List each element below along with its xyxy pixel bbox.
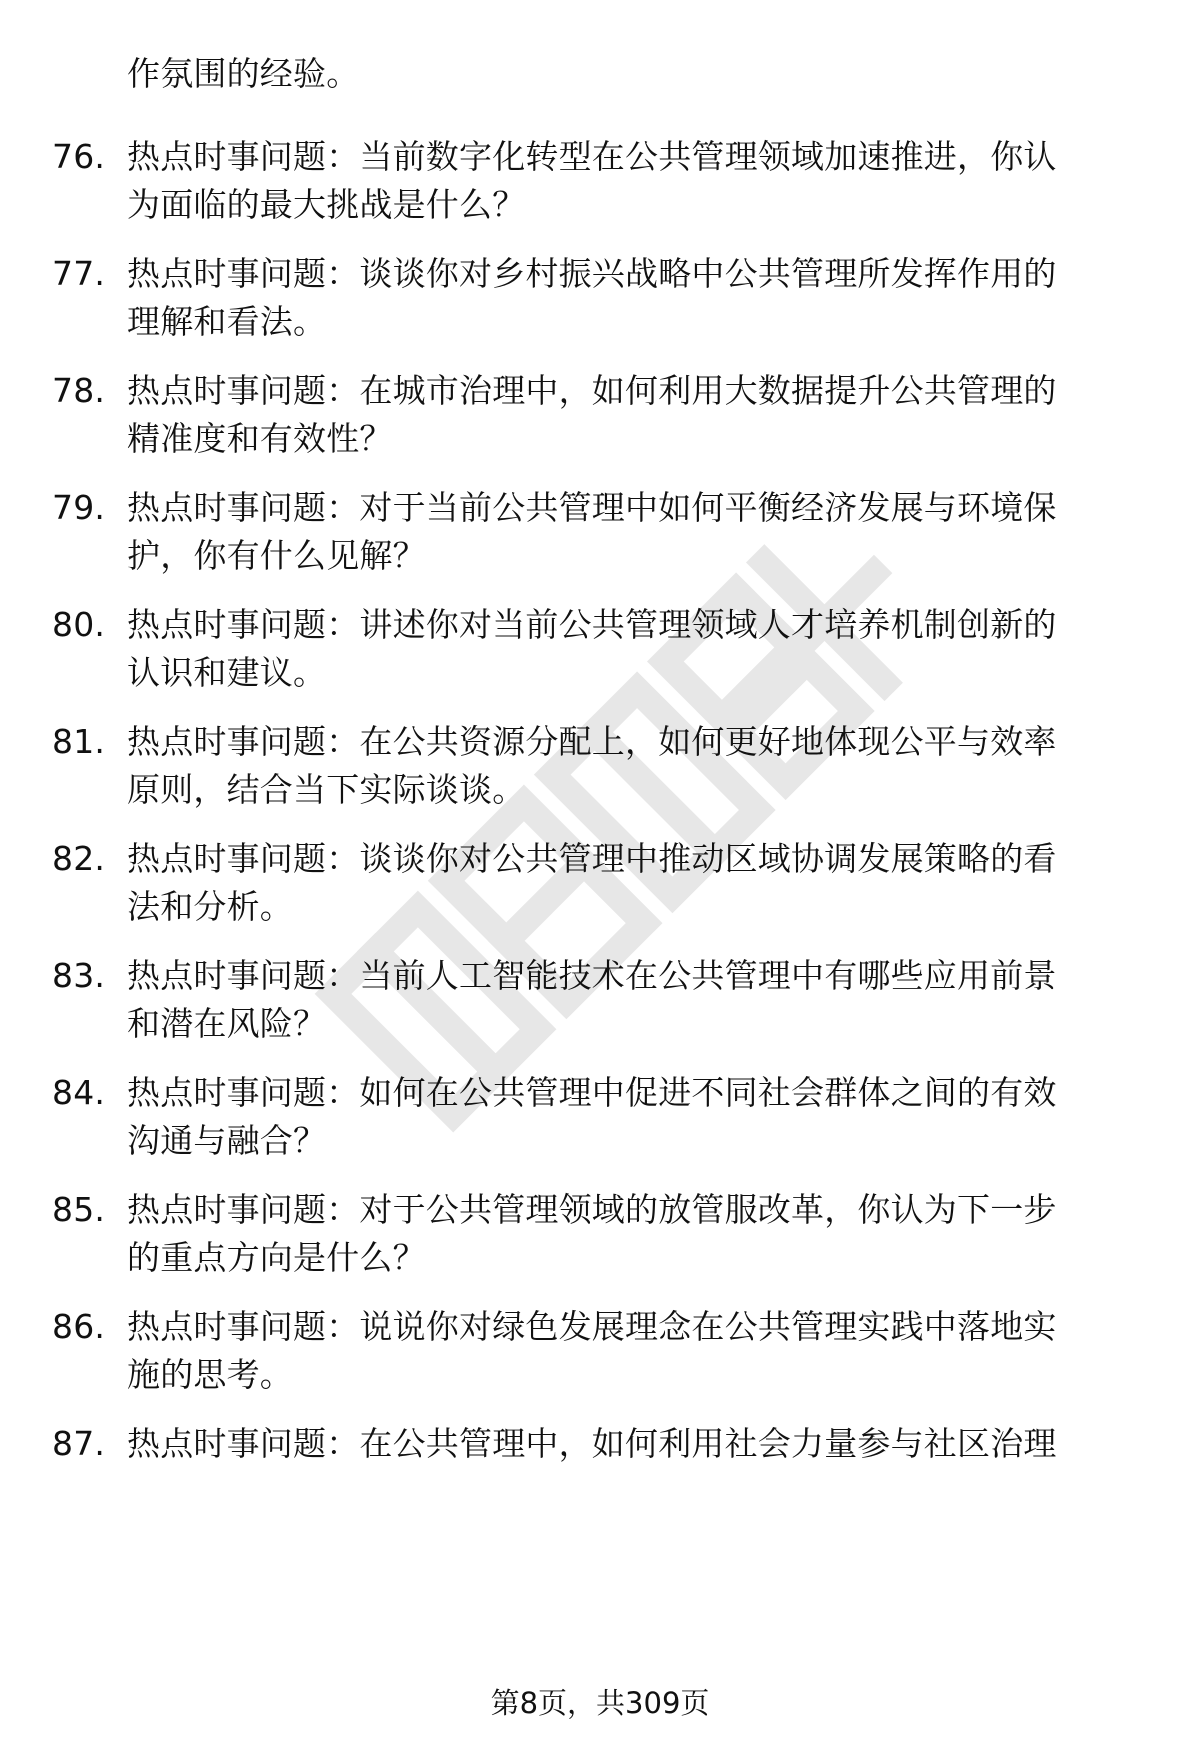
item-text-line2: 精准度和有效性？: [127, 419, 393, 458]
item-number: 76.: [52, 137, 106, 176]
item-text-line1: 热点时事问题：当前数字化转型在公共管理领域加速推进，你认: [127, 137, 1057, 176]
item-text-line1: 热点时事问题：讲述你对当前公共管理领域人才培养机制创新的: [127, 605, 1057, 644]
item-number: 78.: [52, 371, 106, 410]
item-text-line2: 认识和建议。: [127, 653, 327, 692]
item-text-line1: 热点时事问题：在公共资源分配上，如何更好地体现公平与效率: [127, 722, 1057, 761]
item-text-line2: 原则，结合当下实际谈谈。: [127, 770, 526, 809]
item-number: 80.: [52, 605, 106, 644]
item-text-line1: 热点时事问题：如何在公共管理中促进不同社会群体之间的有效: [127, 1073, 1057, 1112]
item-text-line1: 热点时事问题：当前人工智能技术在公共管理中有哪些应用前景: [127, 956, 1057, 995]
item-text-line1: 热点时事问题：在城市治理中，如何利用大数据提升公共管理的: [127, 371, 1057, 410]
continuation-text: 作氛围的经验。: [127, 54, 360, 93]
item-text-line1: 热点时事问题：谈谈你对乡村振兴战略中公共管理所发挥作用的: [127, 254, 1057, 293]
item-text-line1: 热点时事问题：说说你对绿色发展理念在公共管理实践中落地实: [127, 1307, 1057, 1346]
item-number: 82.: [52, 839, 106, 878]
item-text-line2: 为面临的最大挑战是什么？: [127, 185, 526, 224]
item-number: 84.: [52, 1073, 106, 1112]
item-text-line2: 理解和看法。: [127, 302, 327, 341]
item-number: 81.: [52, 722, 106, 761]
item-number: 79.: [52, 488, 106, 527]
item-text-line2: 的重点方向是什么？: [127, 1238, 426, 1277]
item-text-line1: 热点时事问题：谈谈你对公共管理中推动区域协调发展策略的看: [127, 839, 1057, 878]
item-number: 77.: [52, 254, 106, 293]
item-number: 83.: [52, 956, 106, 995]
item-number: 87.: [52, 1424, 106, 1463]
item-text-line1: 热点时事问题：对于公共管理领域的放管服改革，你认为下一步: [127, 1190, 1057, 1229]
item-text-line2: 法和分析。: [127, 887, 293, 926]
item-number: 86.: [52, 1307, 106, 1346]
item-text-line2: 沟通与融合？: [127, 1121, 327, 1160]
item-text-line1: 热点时事问题：对于当前公共管理中如何平衡经济发展与环境保: [127, 488, 1057, 527]
item-text-line1: 热点时事问题：在公共管理中，如何利用社会力量参与社区治理: [127, 1424, 1057, 1463]
item-text-line2: 施的思考。: [127, 1355, 293, 1394]
item-text-line2: 和潜在风险？: [127, 1004, 327, 1043]
page-footer: 第8页，共309页: [490, 1686, 710, 1720]
item-number: 85.: [52, 1190, 106, 1229]
item-text-line2: 护，你有什么见解？: [127, 536, 426, 575]
